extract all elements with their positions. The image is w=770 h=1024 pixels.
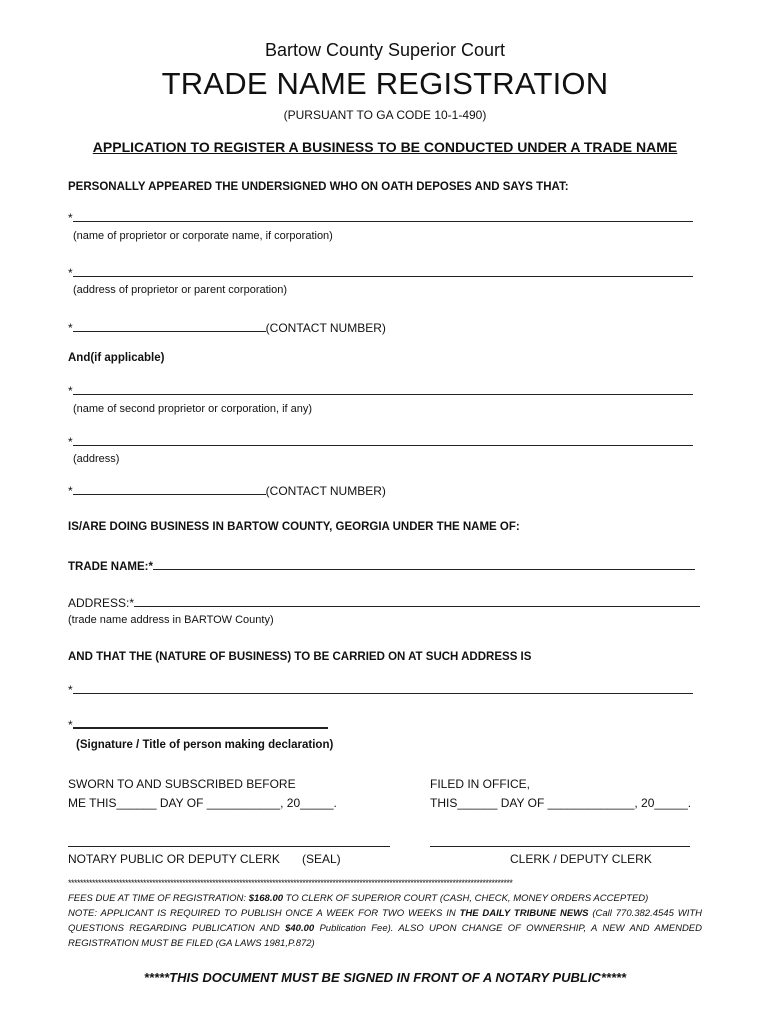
trade-address-label: ADDRESS:* — [68, 596, 135, 610]
fees-amount: $168.00 — [248, 893, 284, 904]
publication-fee: $40.00 — [285, 923, 315, 934]
seal-label: (SEAL) — [302, 852, 341, 866]
note-suffix: Publication Fee). ALSO UPON CHANGE OF OWNERSHIP, A NEW AND AMENDED REGISTRATION MUST BE FILED (GA LAWS 1981,P.872) — [68, 923, 702, 949]
note-prefix: NOTE: APPLICANT IS REQUIRED TO PUBLISH ONCE A WEEK FOR TWO WEEKS IN — [68, 908, 460, 919]
pursuant-code: (PURSUANT TO GA CODE 10-1-490) — [283, 108, 487, 122]
notary-signature-line[interactable] — [68, 846, 390, 847]
required-star: * — [68, 484, 73, 498]
signature-field[interactable] — [68, 717, 328, 732]
second-contact-number-label: (CONTACT NUMBER) — [265, 484, 386, 498]
proprietor-address-field[interactable] — [68, 265, 693, 280]
newspaper-name: THE DAILY TRIBUNE NEWS — [459, 908, 589, 919]
notary-warning: *****THIS DOCUMENT MUST BE SIGNED IN FRONT OF A NOTARY PUBLIC***** — [143, 970, 627, 985]
fees-prefix: FEES DUE AT TIME OF REGISTRATION: — [68, 893, 249, 904]
second-proprietor-field[interactable] — [68, 383, 693, 398]
required-star: * — [68, 435, 73, 449]
doing-business-heading: IS/ARE DOING BUSINESS IN BARTOW COUNTY, GEORGIA UNDER THE NAME OF: — [68, 521, 520, 533]
second-proprietor-hint: (name of second proprietor or corporation, if any) — [73, 403, 313, 415]
second-address-hint: (address) — [73, 453, 120, 465]
second-proprietor-line — [73, 383, 693, 395]
second-address-line — [73, 434, 693, 446]
nature-of-business-field[interactable] — [68, 682, 693, 697]
second-contact-number-field[interactable] — [68, 483, 386, 498]
sworn-date-field[interactable]: ME THIS______ DAY OF ___________, 20_____. — [68, 796, 337, 810]
note-middle: (Call 770.382.4545 WITH QUESTIONS REGARDING PUBLICATION AND — [68, 908, 702, 934]
notary-label: NOTARY PUBLIC OR DEPUTY CLERK — [68, 852, 280, 866]
contact-number-label: (CONTACT NUMBER) — [265, 321, 386, 335]
contact-number-line — [73, 320, 266, 332]
nature-of-business-line — [73, 682, 693, 694]
required-star: * — [68, 683, 73, 697]
sworn-line1: SWORN TO AND SUBSCRIBED BEFORE — [68, 777, 296, 791]
contact-number-field[interactable] — [68, 320, 386, 335]
required-star: * — [68, 384, 73, 398]
oath-intro: PERSONALLY APPEARED THE UNDERSIGNED WHO ON OATH DEPOSES AND SAYS THAT: — [68, 181, 569, 193]
proprietor-name-line — [73, 210, 693, 222]
publication-note — [68, 906, 702, 951]
application-heading: APPLICATION TO REGISTER A BUSINESS TO BE CONDUCTED UNDER A TRADE NAME — [92, 139, 678, 155]
proprietor-address-hint: (address of proprietor or parent corporation) — [73, 284, 287, 296]
trade-name-line — [153, 558, 695, 570]
proprietor-address-line — [73, 265, 693, 277]
clerk-signature-line[interactable] — [430, 846, 690, 847]
required-star: * — [68, 211, 73, 225]
second-address-field[interactable] — [68, 434, 693, 449]
filed-date-field[interactable]: THIS______ DAY OF _____________, 20_____. — [430, 796, 692, 810]
required-star: * — [68, 321, 73, 335]
fees-line — [68, 891, 702, 906]
proprietor-name-field[interactable] — [68, 210, 693, 225]
filed-line1: FILED IN OFFICE, — [430, 777, 531, 791]
signature-line — [73, 717, 328, 729]
trade-name-label: TRADE NAME:* — [68, 561, 153, 573]
fee-notes — [68, 891, 702, 951]
required-star: * — [68, 266, 73, 280]
trade-address-hint: (trade name address in BARTOW County) — [68, 614, 274, 626]
fees-suffix: TO CLERK OF SUPERIOR COURT (CASH, CHECK, MONEY ORDERS ACCEPTED) — [283, 893, 649, 904]
separator-stars: **************************************************************************************************************************************************** — [68, 878, 513, 888]
clerk-label: CLERK / DEPUTY CLERK — [510, 852, 652, 866]
signature-hint: (Signature / Title of person making declaration) — [76, 739, 334, 751]
trade-address-field[interactable] — [68, 595, 700, 610]
if-applicable-heading: And(if applicable) — [68, 352, 165, 364]
court-name: Bartow County Superior Court — [264, 40, 506, 60]
proprietor-name-hint: (name of proprietor or corporate name, if corporation) — [73, 230, 333, 242]
trade-address-line — [134, 595, 700, 607]
nature-of-business-heading: AND THAT THE (NATURE OF BUSINESS) TO BE CARRIED ON AT SUCH ADDRESS IS — [68, 651, 532, 663]
trade-name-field[interactable] — [68, 558, 695, 573]
document-title: TRADE NAME REGISTRATION — [161, 66, 609, 101]
second-contact-number-line — [73, 483, 266, 495]
required-star: * — [68, 718, 73, 732]
